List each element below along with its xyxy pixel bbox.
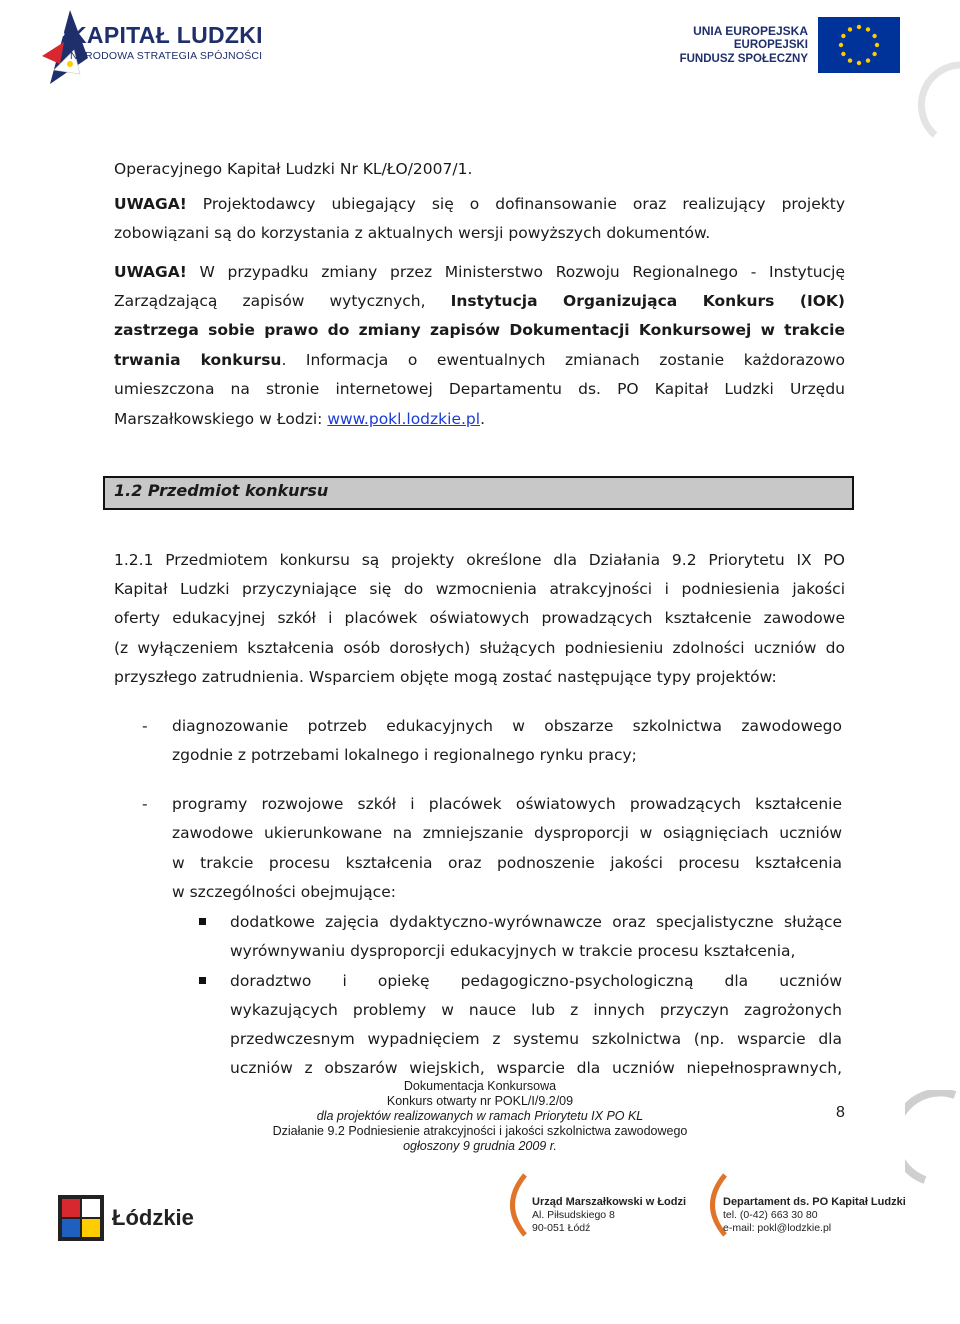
warning-2-l6-pre: Marszałkowskiego w Łodzi: [114, 410, 328, 428]
warning-2-line-1 [114, 263, 845, 281]
list-item-2-line-4: w szczególności obejmujące: [172, 883, 396, 901]
warning-label: UWAGA! [114, 195, 187, 213]
warning-1-line-1 [114, 195, 845, 213]
departament-contact [723, 1196, 906, 1235]
sub-item-1-line-1: dodatkowe zajęcia dydaktyczno-wyrównawcze oraz specjalistyczne służące [230, 913, 842, 931]
eu-flag-icon [818, 17, 900, 73]
square-bullet-icon [199, 977, 206, 984]
ue-line1: UNIA EUROPEJSKA [693, 24, 808, 38]
list-item-2-line-1: programy rozwojowe szkół i placówek oświatowych prowadzących kształcenie [172, 795, 842, 813]
sub-item-2-line-3: przedwczesnym wypadnięciem z systemu szkolnictwa (np. wsparcie dla [230, 1030, 842, 1048]
paragraph-intro: Operacyjnego Kapitał Ludzki Nr KL/ŁO/2007/1. [114, 160, 473, 178]
section-body-line-4: (z wyłączeniem kształcenia osób dorosłych) służących podniesieniu zdolności uczniów do [114, 639, 845, 657]
page-footer [250, 1079, 710, 1154]
square-bullet-icon [199, 918, 206, 925]
website-link[interactable]: www.pokl.lodzkie.pl [327, 410, 481, 428]
section-body-line-1: 1.2.1 Przedmiotem konkursu są projekty określone dla Działania 9.2 Priorytetu IX PO [114, 551, 845, 569]
kl-subtitle: NARODOWA STRATEGIA SPÓJNOŚCI [70, 50, 263, 62]
departament-phone: tel. (0-42) 663 30 80 [723, 1209, 818, 1221]
section-title: 1.2 Przedmiot konkursu [114, 481, 329, 500]
footer-line-2: Konkurs otwarty nr POKL/I/9.2/09 [386, 1094, 574, 1108]
warning-2-l6-post: . [480, 410, 485, 428]
list-dash-1: - [142, 717, 148, 735]
warning-1-text: Projektodawcy ubiegający się o dofinansowanie oraz realizujący projekty [186, 195, 845, 213]
warning-2-l4-bold: trwania konkursu [114, 351, 282, 369]
decorative-arc-icon [915, 60, 960, 140]
urzad-city: 90-051 Łódź [532, 1222, 591, 1234]
warning-2-line-4 [114, 351, 845, 369]
footer-line-1: Dokumentacja Konkursowa [403, 1079, 557, 1093]
list-item-1-line-2: zgodnie z potrzebami lokalnego i regionalnego rynku pracy; [172, 746, 637, 764]
warning-2-line-5: umieszczona na stronie internetowej Departamentu ds. PO Kapitał Ludzki Urzędu [114, 380, 845, 398]
warning-2-l2-normal: Zarządzającą zapisów wytycznych, [114, 292, 451, 310]
list-item-2-line-2: zawodowe ukierunkowane na zmniejszanie dysproporcji w osiągnięciach uczniów [172, 824, 842, 842]
page-number: 8 [836, 1104, 845, 1121]
sub-item-2-line-2: wykazujących problemy w nauce lub z innych przyczyn zagrożonych [230, 1001, 842, 1019]
departament-email: e-mail: pokl@lodzkie.pl [723, 1222, 832, 1234]
warning-1-line-2: zobowiązani są do korzystania z aktualnych wersji powyższych dokumentów. [114, 224, 711, 242]
footer-line-4: Działanie 9.2 Podniesienie atrakcyjności i jakości szkolnictwa zawodowego [272, 1124, 688, 1138]
urzad-street: Al. Piłsudskiego 8 [532, 1209, 615, 1221]
decorative-arc-icon [905, 1090, 960, 1190]
list-item-2-line-3: w trakcie procesu kształcenia oraz podnoszenie jakości procesu kształcenia [172, 854, 842, 872]
lodzkie-text: Łódzkie [112, 1205, 194, 1230]
list-dash-2: - [142, 795, 148, 813]
warning-label: UWAGA! [114, 263, 187, 281]
urzad-mark-icon [495, 1170, 535, 1240]
warning-2-line-6 [114, 410, 845, 428]
warning-2-line-3: zastrzega sobie prawo do zmiany zapisów Dokumentacji Konkursowej w trakcie [114, 321, 845, 339]
warning-2-l4-rest: . Informacja o ewentualnych zmianach zostanie każdorazowo [281, 351, 846, 369]
footer-line-5: ogłoszony 9 grudnia 2009 r. [403, 1139, 557, 1153]
sub-item-1-line-2: wyrównywaniu dysproporcji edukacyjnych w trakcie procesu kształcenia, [230, 942, 796, 960]
section-body-line-5: przyszłego zatrudnienia. Wsparciem objęte mogą zostać następujące typy projektów: [114, 668, 777, 686]
kl-title: KAPITAŁ LUDZKI [70, 22, 263, 48]
lodzkie-logo-icon [58, 1195, 104, 1241]
warning-2-text: W przypadku zmiany przez Ministerstwo Rozwoju Regionalnego - Instytucję [186, 263, 845, 281]
list-item-1-line-1: diagnozowanie potrzeb edukacyjnych w obszarze szkolnictwa zawodowego [172, 717, 842, 735]
ue-line2: EUROPEJSKI [733, 39, 808, 51]
ue-line3: FUNDUSZ SPOŁECZNY [679, 53, 808, 65]
footer-line-3: dla projektów realizowanych w ramach Priorytetu IX PO KL [316, 1109, 644, 1123]
sub-item-2-line-1: doradztwo i opiekę pedagogiczno-psychologiczną dla uczniów [230, 972, 842, 990]
urzad-name: Urząd Marszałkowski w Łodzi [532, 1196, 687, 1208]
section-body-line-2: Kapitał Ludzki przyczyniające się do wzmocnienia atrakcyjności i podniesienia jakości [114, 580, 845, 598]
warning-2-line-2 [114, 292, 845, 310]
ue-text [680, 24, 808, 66]
urzad-contact [532, 1196, 686, 1235]
departament-name: Departament ds. PO Kapitał Ludzki [723, 1196, 906, 1208]
sub-item-2-line-4: uczniów z obszarów wiejskich, wsparcie dla uczniów niepełnosprawnych, [230, 1059, 842, 1077]
section-body-line-3: oferty edukacyjnej szkół i placówek oświatowych prowadzących kształcenie zawodowe [114, 609, 845, 627]
warning-2-l2-bold: Instytucja Organizująca Konkurs (IOK) [450, 292, 845, 310]
